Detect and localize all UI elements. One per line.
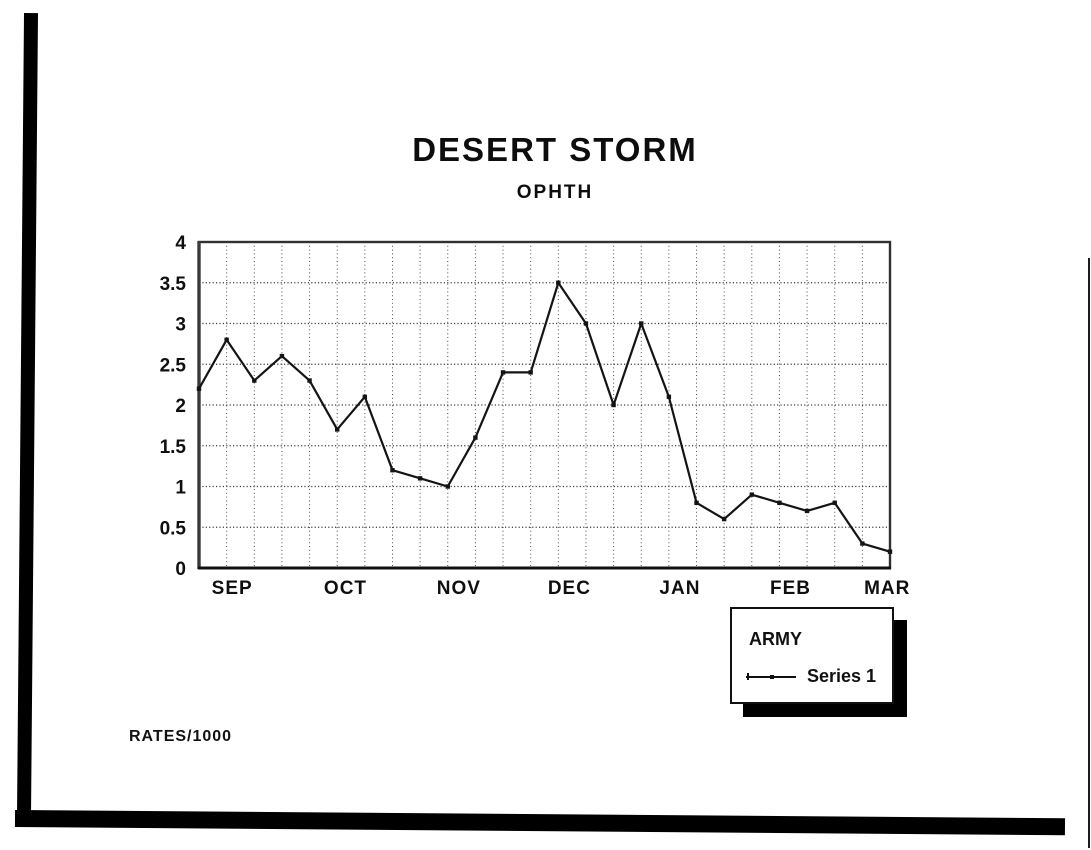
legend-entry xyxy=(746,666,876,687)
legend-title: ARMY xyxy=(749,629,802,649)
chart-subtitle: OPHTH xyxy=(516,182,594,203)
svg-text:3: 3 xyxy=(175,314,186,336)
svg-text:JAN: JAN xyxy=(659,578,701,599)
legend-series-label: Series 1 xyxy=(807,666,877,686)
svg-text:1: 1 xyxy=(175,477,186,499)
svg-text:3.5: 3.5 xyxy=(159,273,186,295)
chart-title: DESERT STORM xyxy=(412,131,698,168)
svg-text:0.5: 0.5 xyxy=(159,518,186,540)
rates-footer-label: RATES/1000 xyxy=(129,728,233,745)
svg-text:DEC: DEC xyxy=(547,578,591,599)
legend-box xyxy=(730,607,894,704)
scan-edge-right xyxy=(1088,258,1090,848)
svg-text:4: 4 xyxy=(175,233,186,254)
scan-border-bottom xyxy=(15,810,1065,835)
svg-text:MAR: MAR xyxy=(864,578,911,599)
svg-text:NOV: NOV xyxy=(436,578,481,599)
chart-area xyxy=(120,225,920,615)
svg-text:FEB: FEB xyxy=(769,578,811,599)
chart-svg xyxy=(120,225,920,615)
series-line-marker-icon xyxy=(746,676,796,678)
svg-text:1.5: 1.5 xyxy=(159,436,186,458)
svg-text:0: 0 xyxy=(175,559,186,580)
svg-text:SEP: SEP xyxy=(211,578,253,599)
svg-text:OCT: OCT xyxy=(323,578,368,599)
svg-text:2: 2 xyxy=(175,396,186,417)
svg-text:2.5: 2.5 xyxy=(159,355,186,377)
